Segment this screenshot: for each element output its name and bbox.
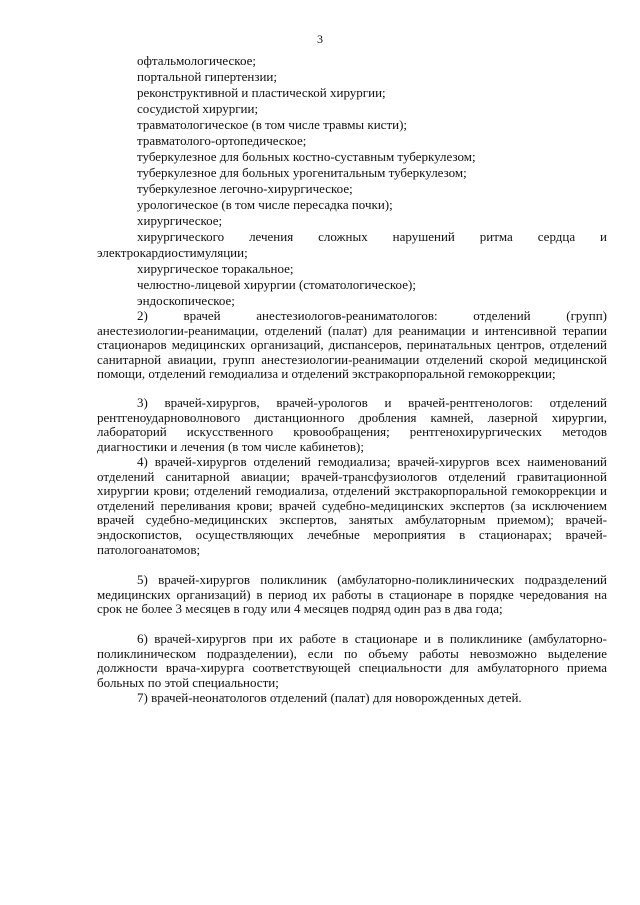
rhythm-list-item bbox=[97, 229, 607, 261]
item-3-text: 3) врачей-хирургов, врачей-урологов и врачей-рентгенологов: отделений рентгеноударноволнового дистанционного дробления камней, лазерной хирургии, лабораторий искусственного кровообращения; рентгенохирургических методов диагностики и лечения (в том числе кабинетов); bbox=[97, 395, 607, 454]
page-number: 3 bbox=[317, 32, 323, 46]
item-2-first-line: 2) врачей анестезиологов-реаниматологов: отделений (групп) bbox=[137, 308, 607, 323]
list-item: челюстно-лицевой хирургии (стоматологическое); bbox=[137, 277, 416, 292]
list-item: портальной гипертензии; bbox=[137, 69, 278, 84]
list-item: сосудистой хирургии; bbox=[137, 101, 259, 116]
list-item: хирургическое; bbox=[137, 213, 223, 228]
paragraph-item-6 bbox=[97, 632, 607, 690]
list-item: офтальмологическое; bbox=[137, 53, 256, 68]
rhythm-line-2: электрокардиостимуляции; bbox=[97, 245, 248, 260]
item-6-text: 6) врачей-хирургов при их работе в стационаре и в поликлинике (амбулаторно-поликлиническом подразделении), если по объему работы невозможно выделение должности врача-хирурга соответствующей специальности для амбулаторного приема больных по этой специальности; bbox=[97, 631, 607, 690]
rhythm-line-1: хирургического лечения сложных нарушений ритма сердца и bbox=[137, 229, 607, 244]
item-2-text: анестезиологии-реанимации, отделений (палат) для реанимации и интенсивной терапии стационаров медицинских организаций, диспансеров, перинатальных центров, отделений санитарной авиации, групп анестезиологии-реанимации отделений скорой медицинской помощи, отделений гемодиализа и отделений экстракорпоральной гемокоррекции; bbox=[97, 322, 607, 382]
list-item: туберкулезное для больных костно-суставным туберкулезом; bbox=[137, 149, 476, 164]
list-item: хирургическое торакальное; bbox=[137, 261, 294, 276]
department-list bbox=[137, 53, 607, 229]
item-5-text: 5) врачей-хирургов поликлиник (амбулаторно-поликлинических подразделений медицинских организаций) в период их работы в стационаре в порядке чередования на срок не более 3 месяцев в году или 4 месяцев подряд один раз в два года; bbox=[97, 572, 607, 617]
list-item: травматологическое (в том числе травмы кисти); bbox=[137, 117, 408, 132]
item-7-text: 7) врачей-неонатологов отделений (палат) для новорожденных детей. bbox=[137, 690, 522, 705]
item-4-text: 4) врачей-хирургов отделений гемодиализа; врачей-хирургов всех наименований отделений санитарной авиации; врачей-трансфузиологов отделений гравитационной хирургии крови; отделений гемодиализа, отделений экстракорпоральной гемокоррекции и отделений переливания крови; врачей судебно-медицинских экспертов (за исключением врачей судебно-медицинских экспертов, занятых амбулаторным приемом); врачей-эндоскопистов, осуществляющих лечебные мероприятия в стационарах; врачей-патологоанатомов; bbox=[97, 454, 607, 557]
paragraph-item-3 bbox=[97, 396, 607, 454]
paragraph-item-5 bbox=[97, 573, 607, 617]
list-item: травматолого-ортопедическое; bbox=[137, 133, 307, 148]
department-list-continued bbox=[137, 261, 607, 309]
paragraph-item-7 bbox=[97, 691, 607, 706]
list-item: реконструктивной и пластической хирургии; bbox=[137, 85, 386, 100]
paragraph-item-2 bbox=[97, 309, 607, 382]
list-item: туберкулезное для больных урогенитальным туберкулезом; bbox=[137, 165, 467, 180]
list-item: урологическое (в том числе пересадка почки); bbox=[137, 197, 393, 212]
list-item: туберкулезное легочно-хирургическое; bbox=[137, 181, 353, 196]
list-item: эндоскопическое; bbox=[137, 293, 235, 308]
paragraph-item-4 bbox=[97, 455, 607, 557]
